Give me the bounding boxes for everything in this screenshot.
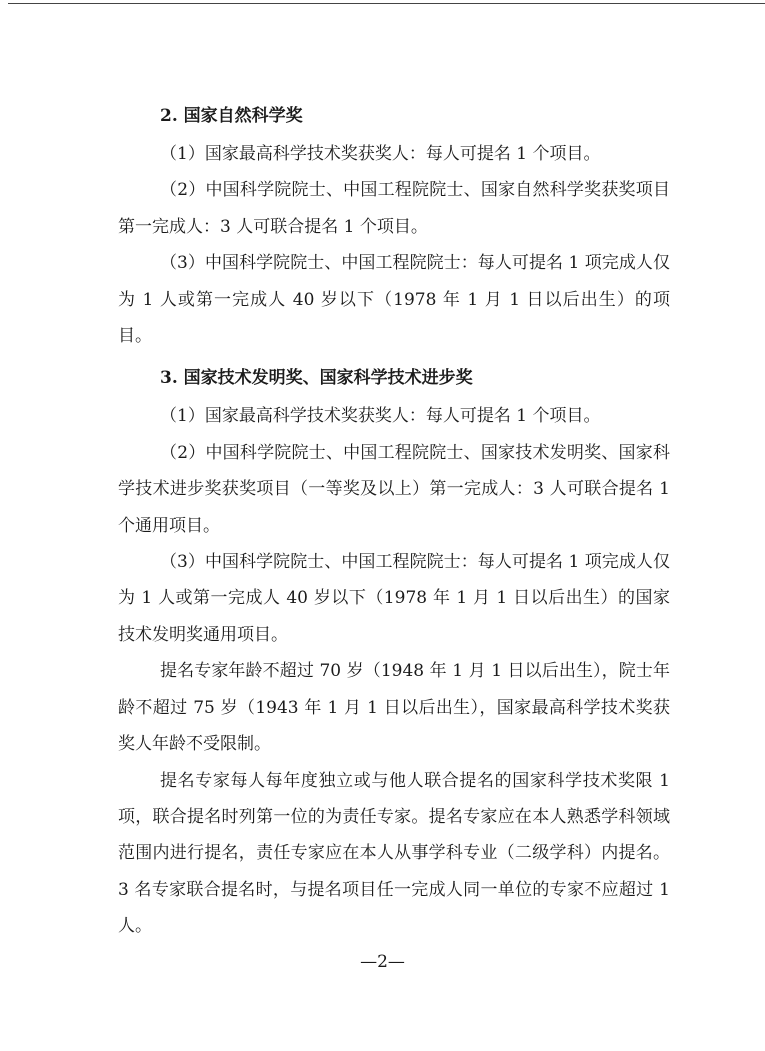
paragraph: （1）国家最高科学技术奖获奖人：每人可提名 1 个项目。: [160, 144, 601, 164]
paragraph: （1）国家最高科学技术奖获奖人：每人可提名 1 个项目。: [160, 406, 601, 427]
paragraph-age-limit: 提名专家年龄不超过 70 岁（1948 年 1 月 1 日以后出生），院士年龄不超过 75 岁（1943 年 1 月 1 日以后出生），国家最高科学技术奖获奖人年龄不受限制。: [118, 661, 670, 755]
paragraph: （2）中国科学院院士、中国工程院院士、国家技术发明奖、国家科学技术进步奖获奖项目（一等奖及以上）第一完成人：3 人可联合提名 1 个通用项目。: [118, 442, 670, 536]
page-number: —2—: [360, 952, 405, 972]
paragraph: （3）中国科学院院士、中国工程院院士：每人可提名 1 项完成人仅为 1 人或第一完成人 40 岁以下（1978 年 1 月 1 日以后出生）的项目。: [118, 253, 670, 347]
section-heading-invention-progress-award: 3. 国家技术发明奖、国家科学技术进步奖: [160, 368, 473, 389]
top-border-line: [8, 3, 765, 4]
section-heading-natural-science-award: 2. 国家自然科学奖: [160, 106, 303, 126]
paragraph: （2）中国科学院院士、中国工程院院士、国家自然科学奖获奖项目第一完成人：3 人可联合提名 1 个项目。: [118, 180, 670, 237]
paragraph-nomination-rules: 提名专家每人每年度独立或与他人联合提名的国家科学技术奖限 1 项，联合提名时列第一位的为责任专家。提名专家应在本人熟悉学科领域范围内进行提名，责任专家应在本人从事学科专业（二级学科）内提名。3 名专家联合提名时，与提名项目任一完成人同一单位的专家不应超过 1 人。: [118, 770, 670, 937]
document-page: [118, 96, 670, 945]
paragraph: （3）中国科学院院士、中国工程院院士：每人可提名 1 项完成人仅为 1 人或第一完成人 40 岁以下（1978 年 1 月 1 日以后出生）的国家技术发明奖通用项目。: [118, 552, 670, 645]
